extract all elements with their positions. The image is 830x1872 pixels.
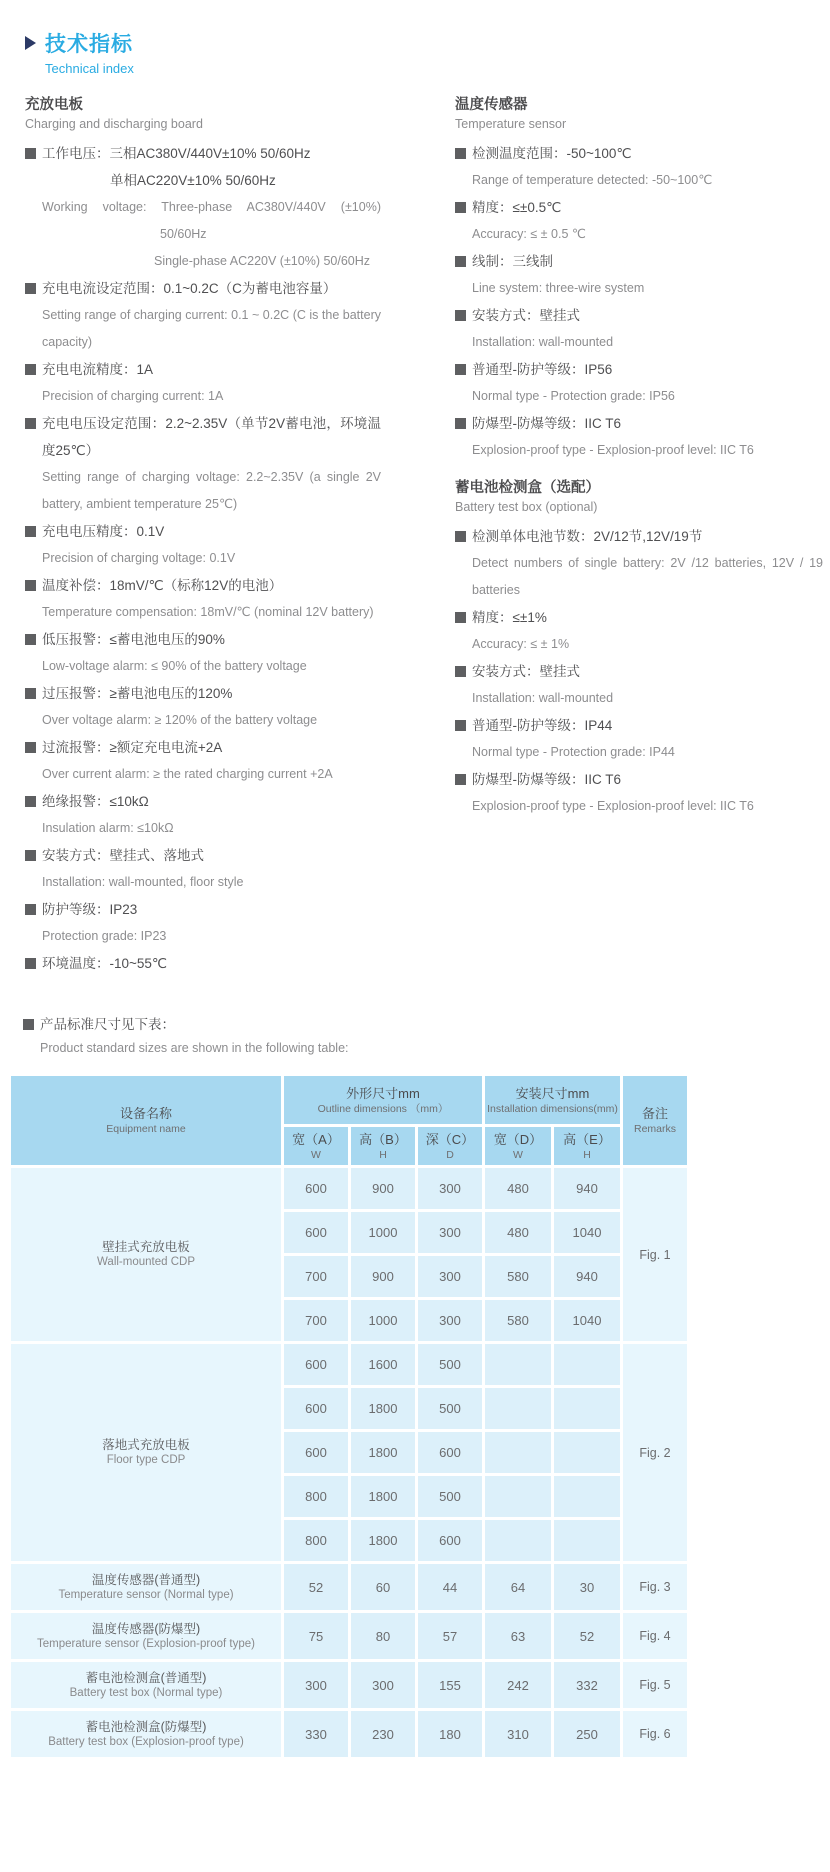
spec-item <box>25 680 381 734</box>
section-arrow-icon <box>25 36 36 50</box>
table-intro <box>23 1013 830 1059</box>
equipment-name-cell <box>11 1564 281 1610</box>
spec-zh-text: 检测温度范围：-50~100℃ <box>472 146 632 161</box>
th-dimension-en: W <box>513 1148 523 1161</box>
th-dimension-column <box>554 1127 620 1165</box>
spec-zh-line: 单相AC220V±10% 50/60Hz <box>110 173 276 188</box>
section-battery-test-box <box>455 479 823 820</box>
spec-zh-text: 精度：≤±0.5℃ <box>472 200 562 215</box>
th-remarks <box>623 1076 687 1165</box>
bullet-icon <box>455 666 466 677</box>
th-dimension-en: W <box>311 1148 321 1161</box>
table-row <box>11 1168 687 1209</box>
bullet-icon <box>455 720 466 731</box>
table-cell-value: 900 <box>351 1256 415 1297</box>
spec-en-line: Installation: wall-mounted, floor style <box>42 875 244 889</box>
bullet-icon <box>455 256 466 267</box>
spec-item <box>25 896 381 950</box>
spec-zh-line <box>25 842 381 869</box>
section-heading-en: Temperature sensor <box>455 117 567 131</box>
table-row <box>11 1564 687 1610</box>
table-cell-value: 330 <box>284 1711 348 1757</box>
table-cell-value: 600 <box>284 1388 348 1429</box>
spec-zh-line <box>455 194 823 221</box>
spec-zh-line <box>455 356 823 383</box>
table-cell-value: 180 <box>418 1711 482 1757</box>
spec-item <box>455 140 823 194</box>
bullet-icon <box>455 774 466 785</box>
spec-zh-text: 充电电流精度：1A <box>42 362 154 377</box>
spec-zh-line <box>455 766 823 793</box>
spec-item <box>455 410 823 464</box>
spec-zh-line <box>25 356 381 383</box>
bullet-icon <box>25 148 36 159</box>
table-cell-value: 600 <box>284 1344 348 1385</box>
table-cell-value: 300 <box>418 1256 482 1297</box>
spec-zh-text: 充电电压设定范围：2.2~2.35V（单节2V蓄电池，环境温度25℃） <box>42 416 381 458</box>
spec-en-line: Setting range of charging current: 0.1 ~ 0.2C (C is the battery capacity) <box>42 308 381 349</box>
spec-zh-line <box>25 410 381 464</box>
spec-en-line: Protection grade: IP23 <box>42 929 167 943</box>
bullet-icon <box>25 904 36 915</box>
spec-zh-line <box>25 788 381 815</box>
table-cell-value: 1040 <box>554 1212 620 1253</box>
spec-zh-text: 防护等级：IP23 <box>42 902 138 917</box>
th-installation-dimensions <box>485 1076 620 1124</box>
table-row <box>11 1613 687 1659</box>
table-row <box>11 1711 687 1757</box>
table-cell-value: 60 <box>351 1564 415 1610</box>
spec-item <box>25 572 381 626</box>
spec-zh-text: 安装方式：壁挂式 <box>472 664 580 679</box>
table-cell-value: 300 <box>351 1662 415 1708</box>
spec-zh-text: 充电电流设定范围：0.1~0.2C（C为蓄电池容量） <box>42 281 337 296</box>
spec-en-line: Explosion-proof type - Explosion-proof level: IIC T6 <box>472 799 754 813</box>
spec-en-line: Normal type - Protection grade: IP56 <box>472 389 675 403</box>
bullet-icon <box>25 850 36 861</box>
spec-en-line: Line system: three-wire system <box>472 281 645 295</box>
spec-zh-line <box>455 523 823 550</box>
spec-zh-line <box>455 302 823 329</box>
table-cell-value: 940 <box>554 1256 620 1297</box>
table-cell-value: 580 <box>485 1300 551 1341</box>
bullet-icon <box>25 283 36 294</box>
remark-cell: Fig. 1 <box>623 1168 687 1341</box>
table-cell-value <box>554 1432 620 1473</box>
spec-en-line: Single-phase AC220V (±10%) 50/60Hz <box>154 254 371 268</box>
spec-zh-text: 充电电压精度：0.1V <box>42 524 165 539</box>
table-cell-value <box>485 1476 551 1517</box>
spec-zh-line <box>25 734 381 761</box>
spec-item <box>25 788 381 842</box>
table-cell-value: 300 <box>418 1168 482 1209</box>
th-outline-zh: 外形尺寸mm <box>346 1085 420 1101</box>
spec-zh-line <box>25 896 381 923</box>
spec-zh-text: 过流报警：≥额定充电电流+2A <box>42 740 223 755</box>
th-dimension-column <box>418 1127 482 1165</box>
th-outline-en: Outline dimensions （mm） <box>317 1102 449 1115</box>
equipment-name-zh: 温度传感器(防爆型) <box>91 1621 201 1636</box>
spec-zh-text: 检测单体电池节数：2V/12节,12V/19节 <box>472 529 703 544</box>
equipment-name-en: Battery test box (Normal type) <box>69 1686 223 1699</box>
title-row <box>25 28 830 58</box>
bullet-icon <box>455 310 466 321</box>
table-cell-value: 600 <box>284 1432 348 1473</box>
spec-zh-text: 安装方式：壁挂式、落地式 <box>42 848 204 863</box>
table-cell-value: 800 <box>284 1520 348 1561</box>
table-cell-value: 80 <box>351 1613 415 1659</box>
spec-item <box>455 248 823 302</box>
equipment-name-en: Battery test box (Explosion-proof type) <box>48 1735 244 1748</box>
spec-item <box>455 356 823 410</box>
spec-zh-text: 防爆型-防爆等级：IIC T6 <box>472 416 622 431</box>
spec-en-line: Precision of charging current: 1A <box>42 389 224 403</box>
spec-zh-text: 普通型-防护等级：IP56 <box>472 362 613 377</box>
spec-zh-text: 普通型-防护等级：IP44 <box>472 718 613 733</box>
spec-zh-line <box>25 626 381 653</box>
spec-zh-line <box>25 275 381 302</box>
table-intro-zh: 产品标准尺寸见下表： <box>40 1017 175 1032</box>
equipment-name-cell <box>11 1613 281 1659</box>
table-cell-value <box>485 1520 551 1561</box>
th-outline-dimensions <box>284 1076 482 1124</box>
left-column <box>25 96 381 977</box>
th-equipment-name-en: Equipment name <box>106 1123 186 1135</box>
bullet-icon <box>25 526 36 537</box>
table-cell-value: 700 <box>284 1256 348 1297</box>
remark-cell: Fig. 4 <box>623 1613 687 1659</box>
table-cell-value: 1800 <box>351 1476 415 1517</box>
bullet-icon <box>25 580 36 591</box>
equipment-name-en: Temperature sensor (Normal type) <box>58 1588 234 1601</box>
table-intro-en: Product standard sizes are shown in the following table: <box>40 1041 349 1055</box>
th-dimension-column <box>485 1127 551 1165</box>
table-cell-value: 310 <box>485 1711 551 1757</box>
table-cell-value <box>485 1388 551 1429</box>
table-cell-value <box>554 1520 620 1561</box>
spec-zh-line <box>455 140 823 167</box>
equipment-name-zh: 落地式充放电板 <box>102 1438 190 1452</box>
th-dimension-zh: 宽（D） <box>493 1131 543 1147</box>
bullet-icon <box>25 796 36 807</box>
table-cell-value: 1800 <box>351 1388 415 1429</box>
th-installation-zh: 安装尺寸mm <box>515 1085 590 1101</box>
equipment-name-zh: 壁挂式充放电板 <box>102 1240 190 1254</box>
spec-zh-text: 安装方式：壁挂式 <box>472 308 580 323</box>
spec-zh-line <box>455 410 823 437</box>
table-cell-value: 30 <box>554 1564 620 1610</box>
spec-item <box>455 302 823 356</box>
table-cell-value: 600 <box>418 1520 482 1561</box>
table-intro-zh-line <box>23 1013 830 1037</box>
spec-en-line: 50/60Hz <box>160 227 207 241</box>
table-cell-value: 242 <box>485 1662 551 1708</box>
spec-item <box>25 518 381 572</box>
equipment-name-cell <box>11 1711 281 1757</box>
section-heading-zh: 蓄电池检测盒（选配） <box>455 480 600 496</box>
spec-en-line: Working voltage: Three-phase AC380V/440V (±10%) <box>42 200 381 214</box>
table-cell-value: 57 <box>418 1613 482 1659</box>
spec-zh-line <box>25 572 381 599</box>
remark-cell: Fig. 2 <box>623 1344 687 1561</box>
table-cell-value: 480 <box>485 1212 551 1253</box>
th-dimension-zh: 深（C） <box>425 1131 475 1147</box>
th-remarks-zh: 备注 <box>641 1106 668 1121</box>
spec-zh-line <box>455 712 823 739</box>
spec-en-line: Low-voltage alarm: ≤ 90% of the battery voltage <box>42 659 307 673</box>
spec-en-line: Accuracy: ≤ ± 0.5 ℃ <box>472 227 586 241</box>
table-cell-value: 52 <box>284 1564 348 1610</box>
page-subtitle: Technical index <box>45 61 134 76</box>
table-cell-value: 1600 <box>351 1344 415 1385</box>
bullet-icon <box>23 1019 34 1030</box>
th-equipment-name <box>11 1076 281 1165</box>
table-cell-value: 700 <box>284 1300 348 1341</box>
spec-en-line: Detect numbers of single battery: 2V /12 batteries, 12V / 19 batteries <box>472 556 823 597</box>
bullet-icon <box>25 364 36 375</box>
table-cell-value <box>485 1344 551 1385</box>
page-title: 技术指标 <box>45 33 133 56</box>
bullet-icon <box>455 364 466 375</box>
th-dimension-column <box>284 1127 348 1165</box>
equipment-name-cell <box>11 1662 281 1708</box>
th-dimension-en: H <box>583 1148 591 1161</box>
spec-item <box>455 194 823 248</box>
table-cell-value: 300 <box>418 1300 482 1341</box>
spec-en-line: Insulation alarm: ≤10kΩ <box>42 821 174 835</box>
table-cell-value <box>554 1476 620 1517</box>
spec-zh-text: 绝缘报警：≤10kΩ <box>42 794 149 809</box>
equipment-name-en: Wall-mounted CDP <box>97 1256 195 1268</box>
spec-item <box>455 658 823 712</box>
spec-en-line: Over voltage alarm: ≥ 120% of the battery voltage <box>42 713 318 727</box>
spec-en-line: Over current alarm: ≥ the rated charging current +2A <box>42 767 333 781</box>
spec-zh-text: 低压报警：≤蓄电池电压的90% <box>42 632 225 647</box>
table-cell-value: 900 <box>351 1168 415 1209</box>
spec-en-line: Accuracy: ≤ ± 1% <box>472 637 570 651</box>
spec-en-line: Setting range of charging voltage: 2.2~2.35V (a single 2V battery, ambient temperature 25℃) <box>42 470 381 511</box>
section-heading-en: Charging and discharging board <box>25 117 203 131</box>
table-cell-value: 1800 <box>351 1432 415 1473</box>
table-cell-value: 1000 <box>351 1300 415 1341</box>
equipment-name-en: Temperature sensor (Explosion-proof type) <box>37 1637 255 1650</box>
spec-item <box>25 410 381 518</box>
bullet-icon <box>25 418 36 429</box>
spec-zh-text: 线制：三线制 <box>472 254 553 269</box>
bullet-icon <box>25 742 36 753</box>
table-row <box>11 1662 687 1708</box>
table-cell-value: 580 <box>485 1256 551 1297</box>
table-cell-value: 500 <box>418 1476 482 1517</box>
th-installation-en: Installation dimensions(mm) <box>487 1102 618 1115</box>
th-dimension-zh: 高（E） <box>563 1131 611 1147</box>
size-table-body <box>11 1168 687 1757</box>
table-cell-value: 52 <box>554 1613 620 1659</box>
spec-item <box>455 523 823 604</box>
spec-en-line: Temperature compensation: 18mV/℃ (nominal 12V battery) <box>42 605 374 619</box>
doc-header <box>0 0 830 76</box>
table-cell-value <box>485 1432 551 1473</box>
spec-item <box>25 734 381 788</box>
bullet-icon <box>455 148 466 159</box>
table-cell-value: 300 <box>284 1662 348 1708</box>
th-dimension-column <box>351 1127 415 1165</box>
table-cell-value: 600 <box>284 1168 348 1209</box>
spec-item <box>25 275 381 356</box>
spec-item <box>25 842 381 896</box>
equipment-name-cell <box>11 1168 281 1341</box>
spec-en-line: Installation: wall-mounted <box>472 691 614 705</box>
equipment-name-zh: 温度传感器(普通型) <box>91 1572 201 1587</box>
equipment-name-cell <box>11 1344 281 1561</box>
th-equipment-name-zh: 设备名称 <box>119 1106 172 1121</box>
section-heading-en: Battery test box (optional) <box>455 500 598 514</box>
spec-columns <box>25 96 830 977</box>
table-cell-value: 64 <box>485 1564 551 1610</box>
spec-item <box>25 356 381 410</box>
size-table <box>8 1073 690 1760</box>
th-dimension-en: D <box>446 1148 454 1161</box>
section-charging-board <box>25 96 381 977</box>
table-row <box>11 1344 687 1385</box>
spec-zh-line <box>455 604 823 631</box>
section-temperature-sensor <box>455 96 823 464</box>
bullet-icon <box>455 418 466 429</box>
spec-item <box>455 712 823 766</box>
spec-zh-line <box>455 248 823 275</box>
table-cell-value: 230 <box>351 1711 415 1757</box>
th-dimension-en: H <box>379 1148 387 1161</box>
table-cell-value: 600 <box>418 1432 482 1473</box>
size-table-head <box>11 1076 687 1165</box>
spec-zh-text: 环境温度：-10~55℃ <box>42 956 168 971</box>
bullet-icon <box>455 202 466 213</box>
equipment-name-en: Floor type CDP <box>106 1454 186 1466</box>
table-cell-value: 800 <box>284 1476 348 1517</box>
spec-en-line: Explosion-proof type - Explosion-proof level: IIC T6 <box>472 443 754 457</box>
spec-list <box>455 523 823 820</box>
spec-zh-text: 防爆型-防爆等级：IIC T6 <box>472 772 622 787</box>
th-remarks-en: Remarks <box>633 1123 676 1135</box>
spec-item <box>25 950 381 977</box>
spec-list <box>455 140 823 464</box>
spec-zh-text: 精度：≤±1% <box>472 610 547 625</box>
table-cell-value: 44 <box>418 1564 482 1610</box>
spec-zh-line <box>25 140 381 167</box>
right-column <box>455 96 823 977</box>
spec-item <box>25 140 381 275</box>
bullet-icon <box>25 634 36 645</box>
table-header-row-groups <box>11 1076 687 1124</box>
spec-zh-line <box>25 950 381 977</box>
spec-zh-text: 温度补偿：18mV/℃（标称12V的电池） <box>42 578 283 593</box>
section-heading-zh: 充放电板 <box>25 97 83 113</box>
th-dimension-zh: 高（B） <box>359 1131 407 1147</box>
spec-item <box>455 766 823 820</box>
table-cell-value: 500 <box>418 1344 482 1385</box>
table-cell-value: 940 <box>554 1168 620 1209</box>
table-cell-value: 63 <box>485 1613 551 1659</box>
table-cell-value: 75 <box>284 1613 348 1659</box>
table-cell-value: 1000 <box>351 1212 415 1253</box>
table-cell-value <box>554 1344 620 1385</box>
spec-zh-line <box>25 680 381 707</box>
table-cell-value: 500 <box>418 1388 482 1429</box>
equipment-name-zh: 蓄电池检测盒(普通型) <box>85 1670 207 1685</box>
spec-zh-text: 过压报警：≥蓄电池电压的120% <box>42 686 233 701</box>
table-cell-value: 1800 <box>351 1520 415 1561</box>
table-cell-value: 480 <box>485 1168 551 1209</box>
table-cell-value: 250 <box>554 1711 620 1757</box>
th-dimension-zh: 宽（A） <box>292 1131 340 1147</box>
remark-cell: Fig. 5 <box>623 1662 687 1708</box>
bullet-icon <box>455 612 466 623</box>
table-cell-value: 600 <box>284 1212 348 1253</box>
table-cell-value: 1040 <box>554 1300 620 1341</box>
equipment-name-zh: 蓄电池检测盒(防爆型) <box>85 1719 207 1734</box>
spec-item <box>455 604 823 658</box>
spec-en-line: Installation: wall-mounted <box>472 335 614 349</box>
section-heading-zh: 温度传感器 <box>455 97 528 113</box>
bullet-icon <box>25 688 36 699</box>
spec-en-line: Range of temperature detected: -50~100℃ <box>472 173 713 187</box>
spec-zh-line <box>455 658 823 685</box>
table-cell-value <box>554 1388 620 1429</box>
table-cell-value: 300 <box>418 1212 482 1253</box>
spec-list <box>25 140 381 977</box>
spec-en-line: Normal type - Protection grade: IP44 <box>472 745 675 759</box>
remark-cell: Fig. 6 <box>623 1711 687 1757</box>
spec-item <box>25 626 381 680</box>
table-cell-value: 332 <box>554 1662 620 1708</box>
bullet-icon <box>25 958 36 969</box>
spec-en-line: Precision of charging voltage: 0.1V <box>42 551 236 565</box>
spec-zh-text: 工作电压：三相AC380V/440V±10% 50/60Hz <box>42 146 311 161</box>
table-cell-value: 155 <box>418 1662 482 1708</box>
remark-cell: Fig. 3 <box>623 1564 687 1610</box>
spec-zh-line <box>25 518 381 545</box>
bullet-icon <box>455 531 466 542</box>
